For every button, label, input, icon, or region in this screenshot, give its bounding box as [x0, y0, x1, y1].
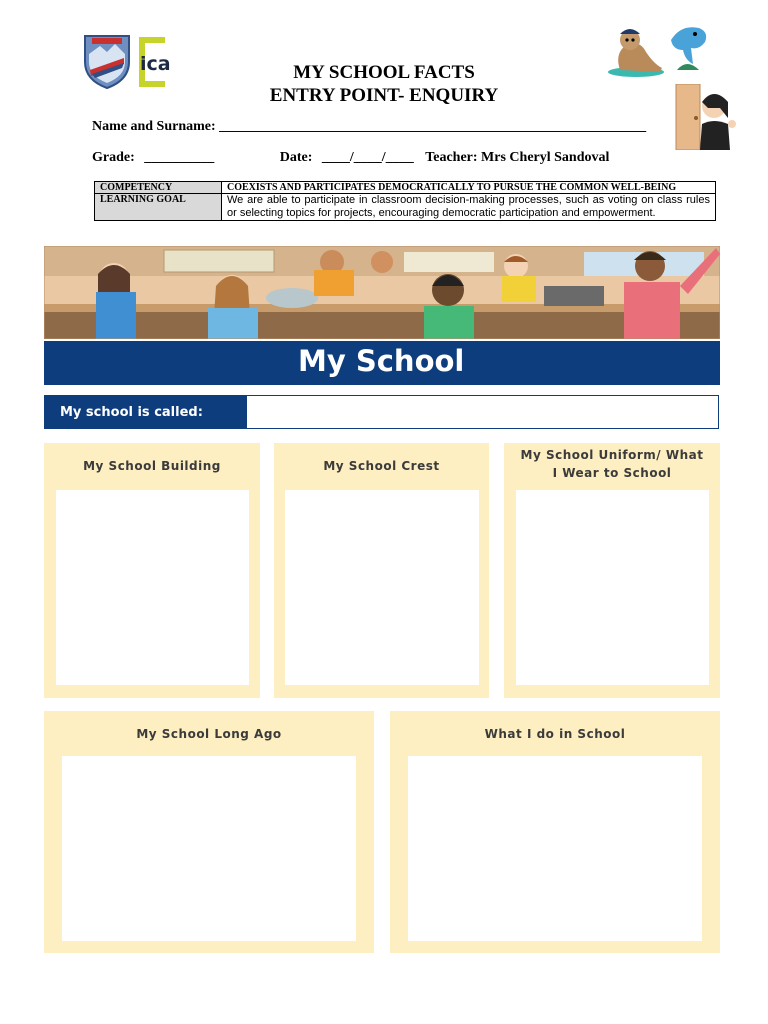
drawing-area[interactable]	[516, 490, 709, 685]
seal-mascot-icon	[606, 22, 666, 78]
drawing-area[interactable]	[56, 490, 249, 685]
panel-title: My School Crest	[323, 459, 440, 473]
worksheet-title: My School	[298, 344, 465, 378]
panel-title: My School Long Ago	[136, 727, 282, 741]
dolphin-mascot-icon	[665, 20, 711, 78]
panel-title: My School Building	[83, 459, 221, 473]
competency-table	[94, 181, 716, 221]
panel-title: What I do in School	[484, 727, 626, 741]
drawing-area[interactable]	[408, 756, 702, 941]
learning-goal-label: LEARNING GOAL	[95, 194, 222, 221]
girl-at-door-icon	[674, 84, 738, 150]
school-name-label: My school is called:	[44, 395, 247, 429]
learning-goal-value: We are able to participate in classroom decision-making processes, such as voting on class rules or selecting topics for projects, encouraging democratic participation and empowerment.	[222, 194, 716, 221]
page-title: MY SCHOOL FACTS	[293, 62, 475, 83]
date-label: Date:	[279, 150, 313, 165]
page-subtitle: ENTRY POINT- ENQUIRY	[269, 85, 499, 106]
grade-date-teacher-row	[92, 150, 652, 166]
school-name-input[interactable]	[247, 395, 719, 429]
competency-label: COMPETENCY	[95, 182, 222, 194]
drawing-area[interactable]	[62, 756, 356, 941]
name-field[interactable]: _____________________________________________________________	[219, 119, 647, 134]
panel-title: My School Uniform/ What I Wear to School	[520, 448, 704, 480]
panel-school-uniform	[504, 443, 720, 698]
date-field[interactable]: ____/____/____	[321, 150, 414, 165]
panel-school-long-ago	[44, 711, 374, 953]
panel-school-crest	[274, 443, 489, 698]
my-school-title-bar	[44, 341, 720, 385]
drawing-area[interactable]	[285, 490, 479, 685]
grade-field[interactable]: __________	[144, 150, 215, 165]
panel-school-building	[44, 443, 260, 698]
teacher-label: Teacher: Mrs Cheryl Sandoval	[425, 150, 610, 165]
name-label: Name and Surname:	[92, 119, 216, 134]
grade-label: Grade:	[92, 150, 135, 165]
classroom-illustration	[44, 246, 720, 339]
svg-text:ica: ica	[140, 53, 171, 75]
panel-what-i-do	[390, 711, 720, 953]
name-surname-row	[92, 119, 646, 135]
competency-value: COEXISTS AND PARTICIPATES DEMOCRATICALLY TO PURSUE THE COMMON WELL-BEING	[222, 182, 716, 194]
